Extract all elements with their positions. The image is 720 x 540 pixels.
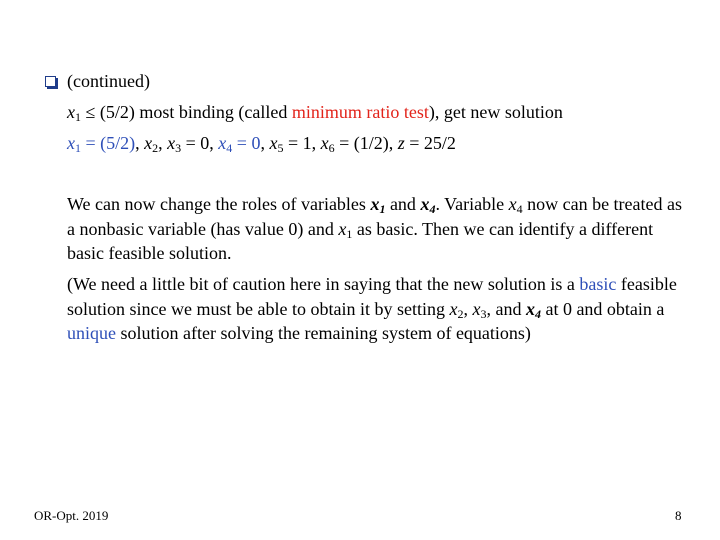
text: now can be treated as a nonbasic variable (has value 0) and xyxy=(67,194,683,239)
value: = 1, xyxy=(283,133,321,153)
var-x: x xyxy=(67,102,75,122)
text: feasible solution since we must be able to obtain it by setting xyxy=(67,274,677,319)
subscript: 3 xyxy=(480,306,487,321)
text: ), get new solution xyxy=(428,102,563,122)
basic-highlight: basic xyxy=(579,274,617,294)
subscript: 1 xyxy=(75,141,81,155)
text: solution after solving the remaining system of equations) xyxy=(116,323,531,343)
var-z: z xyxy=(397,133,405,153)
value: = (1/2), xyxy=(334,133,398,153)
checkbox-bullet-icon xyxy=(45,76,56,87)
text: at 0 and obtain a xyxy=(540,298,665,319)
subscript: 1 xyxy=(346,226,353,241)
page-number: 8 xyxy=(675,508,682,523)
var-x: x xyxy=(320,133,329,153)
var-x: x xyxy=(370,194,380,214)
text: ≤ (5/2) most binding (called xyxy=(81,102,292,122)
text: and xyxy=(385,194,421,214)
subscript: 1 xyxy=(75,110,81,124)
value: = 0, xyxy=(181,133,219,153)
var-x: x xyxy=(420,194,430,214)
text: (We need a little bit of caution here in saying that the new solution is a xyxy=(67,274,580,294)
subscript: 4 xyxy=(226,141,233,155)
text: , xyxy=(463,298,473,319)
text: as basic. Then we can identify a different basic feasible solution. xyxy=(67,218,654,263)
subscript: 4 xyxy=(534,306,541,321)
subscript: 5 xyxy=(277,141,284,155)
paragraph-role-change xyxy=(67,192,687,266)
value: = 25/2 xyxy=(404,133,456,153)
subscript: 1 xyxy=(379,202,386,216)
x1-value xyxy=(67,133,135,153)
unique-highlight: unique xyxy=(67,323,116,343)
var-x: x xyxy=(508,194,517,214)
var-x: x xyxy=(269,133,278,153)
text: We can now change the roles of variables xyxy=(67,194,371,214)
var-x: x xyxy=(449,298,458,319)
subscript: 4 xyxy=(429,202,436,216)
x4-value xyxy=(218,133,260,153)
value: = (5/2) xyxy=(81,133,136,153)
var-x: x xyxy=(144,133,153,153)
subscript: 3 xyxy=(175,141,182,155)
footer-course-label: OR-Opt. 2019 xyxy=(34,508,109,523)
value: = 0 xyxy=(232,133,261,153)
ratio-test-line xyxy=(67,102,563,122)
var-x: x xyxy=(472,298,481,319)
text: . Variable xyxy=(435,194,509,214)
subscript: 4 xyxy=(516,202,523,216)
paragraph-caution xyxy=(67,272,687,346)
subscript: 2 xyxy=(457,306,464,321)
var-x: x xyxy=(167,133,176,153)
var-x: x xyxy=(218,133,227,153)
minimum-ratio-test-highlight: minimum ratio test xyxy=(291,102,429,122)
var-x: x xyxy=(338,218,347,239)
new-solution-line: $x_1 = (5/2)$, $x_2$, $x_3 = 0$, $x_4 = 0$, $x_5 = 1$, $x_6 = (1/2)$, z = 25/2 xyxy=(67,133,456,155)
subscript: 2 xyxy=(152,141,159,155)
var-x: x xyxy=(525,298,535,319)
slide-heading: (continued) xyxy=(67,71,150,91)
subscript: 6 xyxy=(328,141,335,155)
var-x: x xyxy=(67,133,75,153)
text: , and xyxy=(486,298,526,319)
